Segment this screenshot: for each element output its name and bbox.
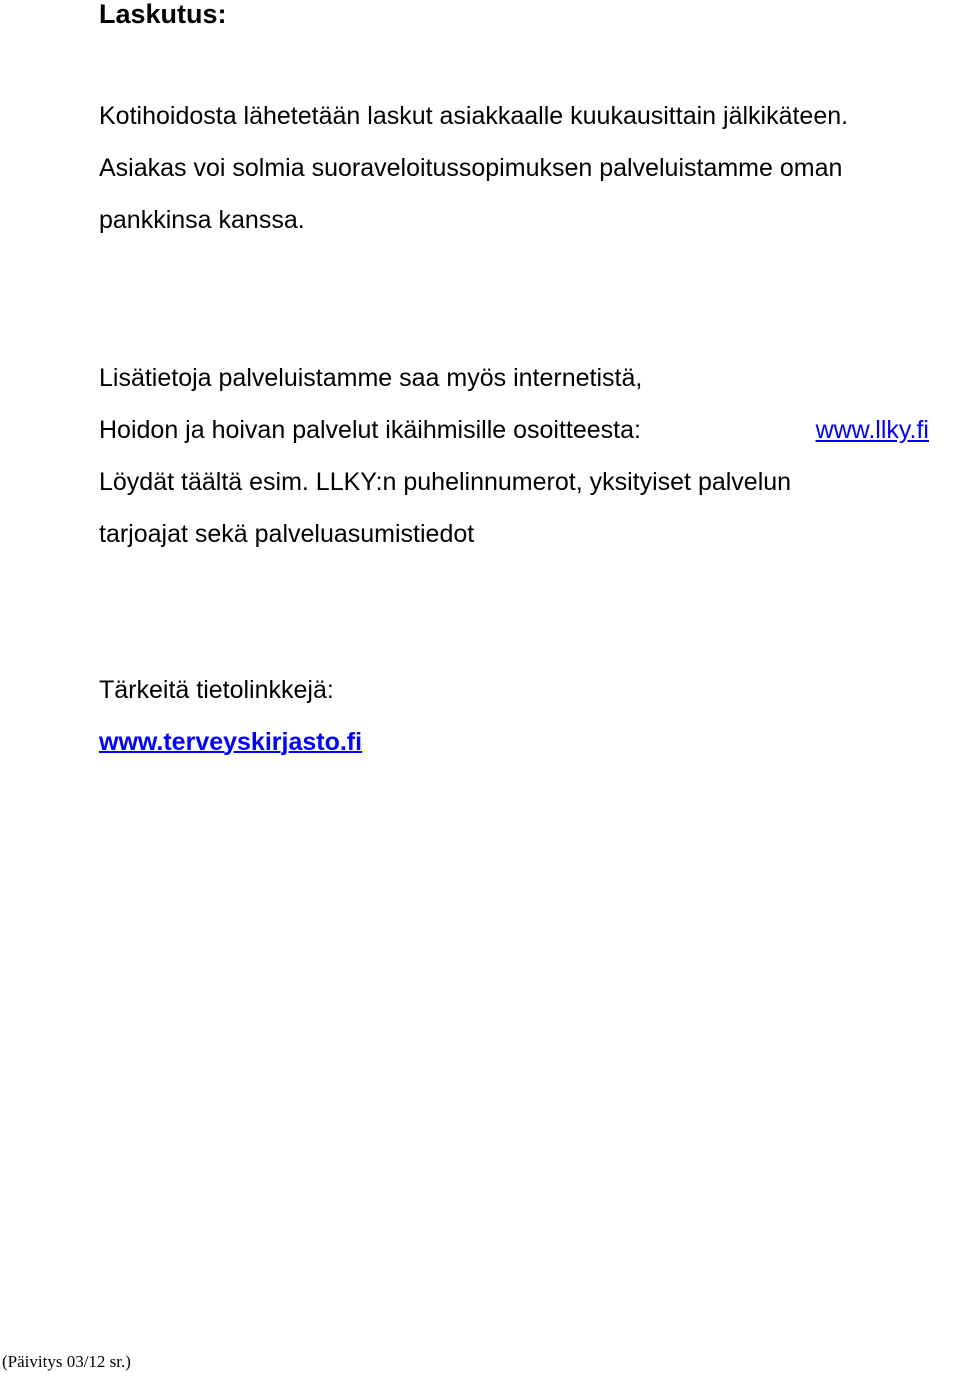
links-line [99,716,362,768]
info-line-1: Lisätietoja palveluistamme saa myös internetistä, [99,364,643,392]
llky-link[interactable]: www.llky.fi [815,416,929,444]
info-line-3: Löydät täältä esim. LLKY:n puhelinnumerot, yksityiset palvelun [99,468,792,496]
info-line-2-text: Hoidon ja hoivan palvelut ikäihmisille osoitteesta: [99,416,641,444]
info-line-4: tarjoajat sekä palveluasumistiedot [99,520,475,548]
update-note: (Päivitys 03/12 sr.) [2,1352,131,1371]
links-title: Tärkeitä tietolinkkejä: [99,676,334,704]
billing-line-2: Asiakas voi solmia suoraveloitussopimuksen palveluistamme oman [99,154,843,182]
billing-line-1: Kotihoidosta lähetetään laskut asiakkaalle kuukausittain jälkikäteen. [99,102,849,130]
billing-paragraph [99,90,848,246]
page-title: Laskutus: [99,0,227,29]
terveyskirjasto-link[interactable]: www.terveyskirjasto.fi [99,728,363,756]
links-section [99,664,362,768]
info-paragraph [99,352,929,560]
info-line-2 [99,404,929,456]
billing-line-3: pankkinsa kanssa. [99,206,305,234]
